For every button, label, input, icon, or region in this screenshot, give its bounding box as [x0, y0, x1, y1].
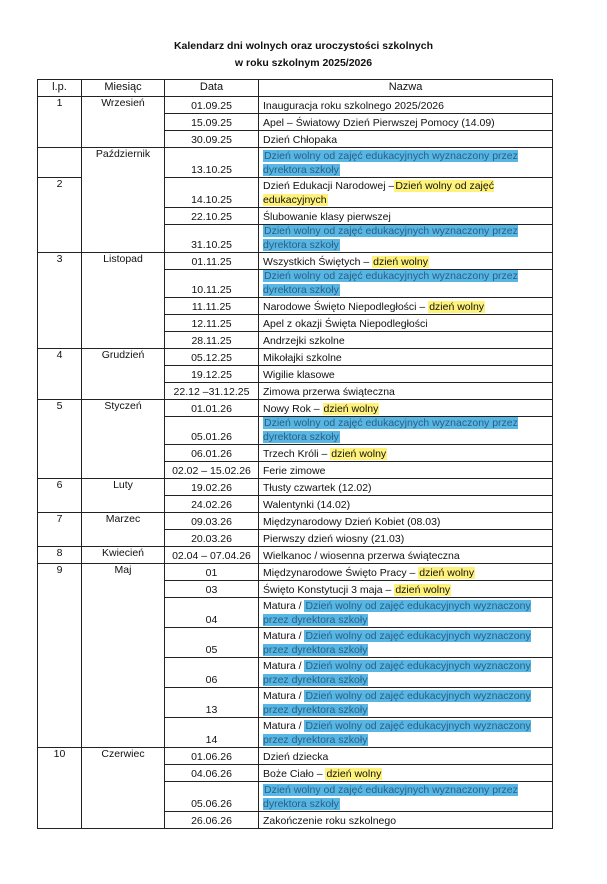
event-text: Zimowa przerwa świąteczna: [263, 385, 395, 398]
date-cell: 22.10.25: [165, 208, 259, 225]
event-name-cell: [259, 417, 553, 445]
event-text: Apel – Światowy Dzień Pierwszej Pomocy (14.09): [263, 116, 495, 129]
month-cell: Wrzesień: [82, 97, 165, 148]
event-name-cell: [259, 253, 553, 270]
event-name-cell: [259, 225, 553, 253]
date-cell: 19.12.25: [165, 366, 259, 383]
row-number-cell: 4: [38, 349, 82, 400]
yellow-highlight-text: dzień wolny: [326, 767, 382, 780]
event-text: Narodowe Święto Niepodległości –: [263, 300, 429, 313]
blue-highlight-text: Dzień wolny od zajęć edukacyjnych wyznaczony przez dyrektora szkoły: [263, 660, 531, 686]
event-name-cell: [259, 782, 553, 812]
event-name-cell: [259, 97, 553, 114]
date-cell: 28.11.25: [165, 332, 259, 349]
date-cell: 02.04 – 07.04.26: [165, 547, 259, 564]
header-month: Miesiąc: [82, 80, 165, 97]
event-name-cell: [259, 581, 553, 598]
month-cell: Czerwiec: [82, 748, 165, 829]
event-name-cell: [259, 688, 553, 718]
table-row: [38, 253, 553, 270]
event-text: Dzień dziecka: [263, 750, 329, 763]
row-number-cell: 7: [38, 513, 82, 547]
event-text: Tłusty czwartek (12.02): [263, 481, 372, 494]
blue-highlight-text: Dzień wolny od zajęć edukacyjnych wyznaczony przez dyrektora szkoły: [263, 225, 518, 251]
header-date: Data: [165, 80, 259, 97]
event-text: Wszystkich Świętych –: [263, 255, 373, 268]
calendar-table: [37, 79, 553, 829]
event-name-cell: [259, 148, 553, 178]
date-cell: 11.11.25: [165, 298, 259, 315]
date-cell: 05: [165, 628, 259, 658]
event-name-cell: [259, 598, 553, 628]
blue-highlight-text: Dzień wolny od zajęć edukacyjnych wyznaczony przez dyrektora szkoły: [263, 690, 531, 716]
header-lp: l.p.: [38, 80, 82, 97]
date-cell: 06.01.26: [165, 445, 259, 462]
event-name-cell: [259, 718, 553, 748]
date-cell: 30.09.25: [165, 131, 259, 148]
date-cell: 05.12.25: [165, 349, 259, 366]
event-text: Matura /: [263, 720, 305, 732]
table-row: [38, 349, 553, 366]
month-cell: Grudzień: [82, 349, 165, 400]
table-row: [38, 564, 553, 581]
event-text: Dzień Chłopaka: [263, 133, 338, 146]
table-row: [38, 479, 553, 496]
event-name-cell: [259, 748, 553, 765]
date-cell: 05.01.26: [165, 417, 259, 445]
event-name-cell: [259, 547, 553, 564]
row-number-cell: 9: [38, 564, 82, 748]
table-row: [38, 148, 553, 178]
event-name-cell: [259, 658, 553, 688]
event-text: Mikołajki szkolne: [263, 351, 342, 364]
yellow-highlight-text: Dzień wolny od zajęć edukacyjnych: [263, 180, 494, 206]
blue-highlight-text: Dzień wolny od zajęć edukacyjnych wyznaczony przez dyrektora szkoły: [263, 270, 518, 296]
table-row: [38, 748, 553, 765]
month-cell: Luty: [82, 479, 165, 513]
event-text: Boże Ciało –: [263, 767, 326, 780]
date-cell: 04.06.26: [165, 765, 259, 782]
event-name-cell: [259, 383, 553, 400]
month-cell: Listopad: [82, 253, 165, 349]
header-row: [38, 80, 553, 97]
date-cell: 01.11.25: [165, 253, 259, 270]
month-cell: Kwiecień: [82, 547, 165, 564]
event-text: Międzynarodowy Dzień Kobiet (08.03): [263, 515, 441, 528]
event-text: Zakończenie roku szkolnego: [263, 814, 397, 827]
table-row: [38, 547, 553, 564]
date-cell: 01.09.25: [165, 97, 259, 114]
event-name-cell: [259, 564, 553, 581]
event-name-cell: [259, 400, 553, 417]
event-text: Matura /: [263, 690, 305, 702]
document-title: [0, 38, 607, 72]
event-name-cell: [259, 315, 553, 332]
blue-highlight-text: Dzień wolny od zajęć edukacyjnych wyznaczony przez dyrektora szkoły: [263, 600, 531, 626]
row-number-cell: 2: [38, 178, 82, 253]
month-cell: Maj: [82, 564, 165, 748]
event-name-cell: [259, 114, 553, 131]
event-name-cell: [259, 445, 553, 462]
title-line-2: w roku szkolnym 2025/2026: [234, 57, 373, 69]
event-name-cell: [259, 270, 553, 298]
date-cell: 13.10.25: [165, 148, 259, 178]
event-name-cell: [259, 208, 553, 225]
row-number-cell: 8: [38, 547, 82, 564]
yellow-highlight-text: dzień wolny: [323, 402, 379, 415]
row-number-cell: 3: [38, 253, 82, 349]
event-text: Trzech Króli –: [263, 447, 331, 460]
yellow-highlight-text: dzień wolny: [395, 583, 451, 596]
row-number-cell: 6: [38, 479, 82, 513]
event-text: Pierwszy dzień wiosny (21.03): [263, 532, 405, 545]
event-name-cell: [259, 131, 553, 148]
event-text: Inauguracja roku szkolnego 2025/2026: [263, 99, 444, 112]
blue-highlight-text: Dzień wolny od zajęć edukacyjnych wyznaczony przez dyrektora szkoły: [263, 784, 518, 810]
month-cell: Marzec: [82, 513, 165, 547]
date-cell: 06: [165, 658, 259, 688]
blue-highlight-text: Dzień wolny od zajęć edukacyjnych wyznaczony przez dyrektora szkoły: [263, 417, 518, 443]
date-cell: 14: [165, 718, 259, 748]
event-text: Matura /: [263, 630, 305, 642]
yellow-highlight-text: dzień wolny: [429, 300, 485, 313]
event-name-cell: [259, 349, 553, 366]
event-name-cell: [259, 496, 553, 513]
table-row: [38, 97, 553, 114]
row-number-cell: 5: [38, 400, 82, 479]
date-cell: 31.10.25: [165, 225, 259, 253]
date-cell: 04: [165, 598, 259, 628]
date-cell: 01: [165, 564, 259, 581]
date-cell: 12.11.25: [165, 315, 259, 332]
event-name-cell: [259, 479, 553, 496]
blue-highlight-text: Dzień wolny od zajęć edukacyjnych wyznaczony przez dyrektora szkoły: [263, 630, 531, 656]
event-name-cell: [259, 812, 553, 829]
event-name-cell: [259, 765, 553, 782]
row-number-cell: 10: [38, 748, 82, 829]
event-text: Wigilie klasowe: [263, 368, 335, 381]
event-text: Międzynarodowe Święto Pracy –: [263, 566, 419, 579]
date-cell: 19.02.26: [165, 479, 259, 496]
date-cell: 01.06.26: [165, 748, 259, 765]
event-text: Apel z okazji Święta Niepodległości: [263, 317, 428, 330]
month-cell: Październik: [82, 148, 165, 253]
table-row: [38, 400, 553, 417]
title-line-1: Kalendarz dni wolnych oraz uroczystości szkolnych: [173, 40, 434, 52]
event-name-cell: [259, 513, 553, 530]
event-text: Matura /: [263, 600, 305, 612]
date-cell: 20.03.26: [165, 530, 259, 547]
date-cell: 09.03.26: [165, 513, 259, 530]
event-text: Andrzejki szkolne: [263, 334, 345, 347]
date-cell: 24.02.26: [165, 496, 259, 513]
blue-highlight-text: Dzień wolny od zajęć edukacyjnych wyznaczony przez dyrektora szkoły: [263, 720, 531, 746]
date-cell: 13: [165, 688, 259, 718]
yellow-highlight-text: dzień wolny: [373, 255, 428, 268]
event-name-cell: [259, 178, 553, 208]
event-text: Dzień Edukacji Narodowej –: [263, 180, 395, 192]
row-number-cell: [38, 148, 82, 178]
date-cell: 01.01.26: [165, 400, 259, 417]
event-text: Wielkanoc / wiosenna przerwa świąteczna: [263, 549, 460, 562]
yellow-highlight-text: dzień wolny: [331, 447, 387, 460]
event-text: Walentynki (14.02): [263, 498, 351, 511]
event-name-cell: [259, 628, 553, 658]
event-text: Ślubowanie klasy pierwszej: [263, 210, 391, 223]
table-row: [38, 513, 553, 530]
date-cell: 03: [165, 581, 259, 598]
event-name-cell: [259, 332, 553, 349]
date-cell: 02.02 – 15.02.26: [165, 462, 259, 479]
event-name-cell: [259, 530, 553, 547]
date-cell: 14.10.25: [165, 178, 259, 208]
blue-highlight-text: Dzień wolny od zajęć edukacyjnych wyznaczony przez dyrektora szkoły: [263, 150, 518, 176]
date-cell: 22.12 –31.12.25: [165, 383, 259, 400]
event-text: Matura /: [263, 660, 305, 672]
yellow-highlight-text: dzień wolny: [419, 566, 475, 579]
month-cell: Styczeń: [82, 400, 165, 479]
event-name-cell: [259, 366, 553, 383]
date-cell: 26.06.26: [165, 812, 259, 829]
event-text: Święto Konstytucji 3 maja –: [263, 583, 395, 596]
row-number-cell: 1: [38, 97, 82, 148]
date-cell: 15.09.25: [165, 114, 259, 131]
header-name: Nazwa: [259, 80, 553, 97]
event-name-cell: [259, 298, 553, 315]
event-text: Ferie zimowe: [263, 464, 326, 477]
date-cell: 10.11.25: [165, 270, 259, 298]
event-text: Nowy Rok –: [263, 402, 323, 415]
date-cell: 05.06.26: [165, 782, 259, 812]
event-name-cell: [259, 462, 553, 479]
